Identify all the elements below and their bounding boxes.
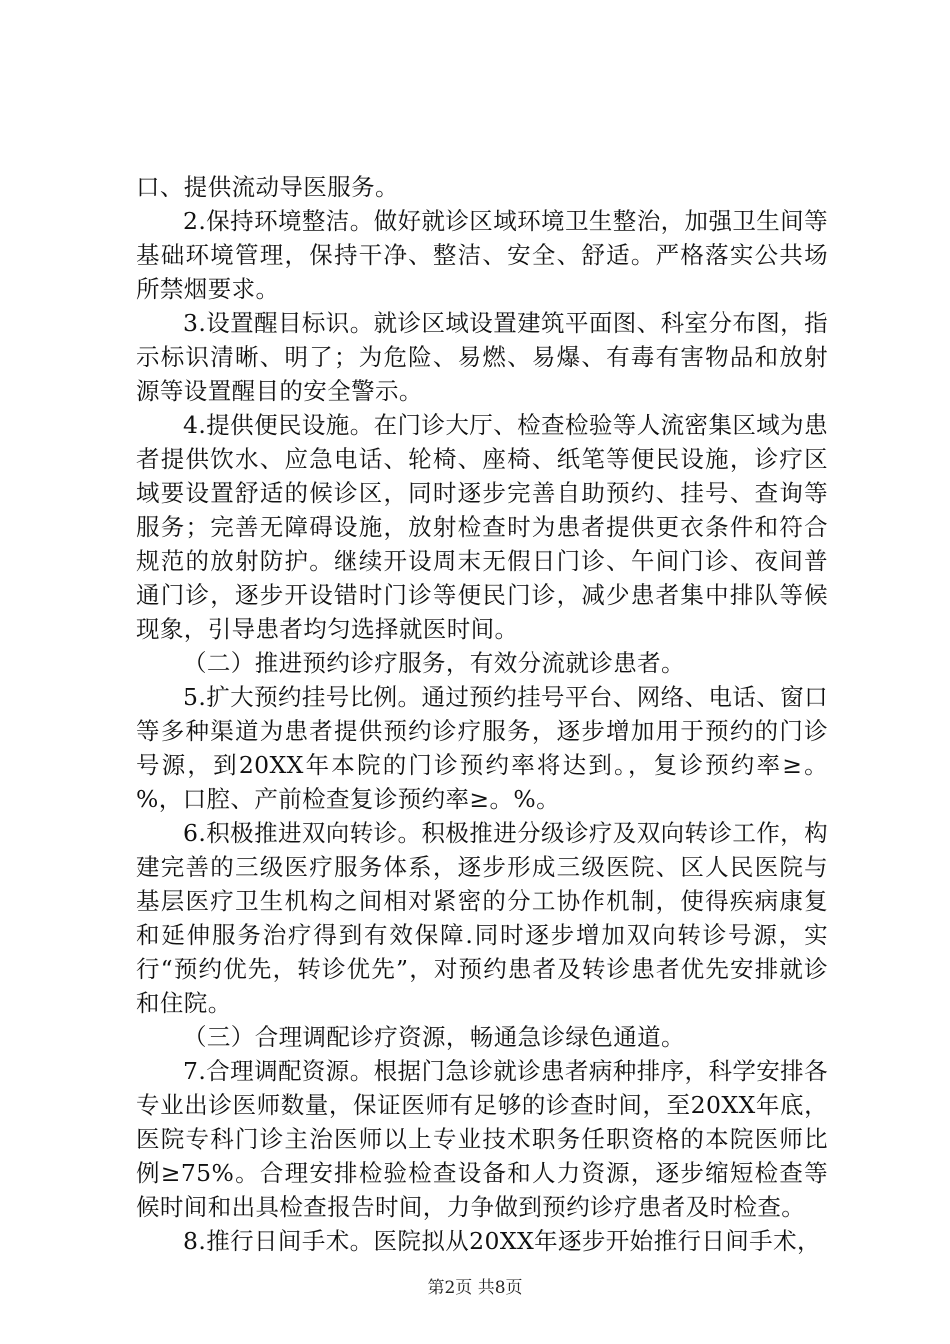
page-number-footer: 第2页 共8页	[427, 1278, 523, 1298]
paragraph-item-6: 6.积极推进双向转诊。积极推进分级诊疗及双向转诊工作，构建完善的三级医疗服务体系，逐步形成三级医院、区人民医院与基层医疗卫生机构之间相对紧密的分工协作机制，使得疾病康复和延伸服务治疗得到有效保障.同时逐步增加双向转诊号源，实行“预约优先，转诊优先”，对预约患者及转诊患者优先安排就诊和住院。	[136, 819, 828, 1017]
section-heading-2: （二）推进预约诊疗服务，有效分流就诊患者。	[183, 649, 685, 677]
paragraph-item-5: 5.扩大预约挂号比例。通过预约挂号平台、网络、电话、窗口等多种渠道为患者提供预约诊疗服务，逐步增加用于预约的门诊号源，到20XX年本院的门诊预约率将达到。，复诊预约率≥。%，口腔、产前检查复诊预约率≥。%。	[136, 683, 828, 813]
section-heading-3: （三）合理调配诊疗资源，畅通急诊绿色通道。	[183, 1023, 685, 1051]
paragraph-item-2: 2.保持环境整洁。做好就诊区域环境卫生整治，加强卫生间等基础环境管理，保持干净、整洁、安全、舒适。严格落实公共场所禁烟要求。	[136, 207, 828, 303]
paragraph-item-4: 4.提供便民设施。在门诊大厅、检查检验等人流密集区域为患者提供饮水、应急电话、轮椅、座椅、纸笔等便民设施，诊疗区域要设置舒适的候诊区，同时逐步完善自助预约、挂号、查询等服务；完善无障碍设施，放射检查时为患者提供更衣条件和符合规范的放射防护。继续开设周末无假日门诊、午间门诊、夜间普通门诊，逐步开设错时门诊等便民门诊，减少患者集中排队等候现象，引导患者均匀选择就医时间。	[136, 411, 828, 643]
paragraph-item-3: 3.设置醒目标识。就诊区域设置建筑平面图、科室分布图，指示标识清晰、明了；为危险、易燃、易爆、有毒有害物品和放射源等设置醒目的安全警示。	[136, 309, 828, 405]
paragraph-continuation: 口、提供流动导医服务。	[136, 173, 399, 201]
paragraph-item-8: 8.推行日间手术。医院拟从20XX年逐步开始推行日间手术，	[183, 1227, 821, 1255]
document-body	[136, 170, 828, 1258]
paragraph-item-7: 7.合理调配资源。根据门急诊就诊患者病种排序，科学安排各专业出诊医师数量，保证医师有足够的诊查时间，至20XX年底，医院专科门诊主治医师以上专业技术职务任职资格的本院医师比例≥75%。合理安排检验检查设备和人力资源，逐步缩短检查等候时间和出具检查报告时间，力争做到预约诊疗患者及时检查。	[136, 1057, 828, 1221]
